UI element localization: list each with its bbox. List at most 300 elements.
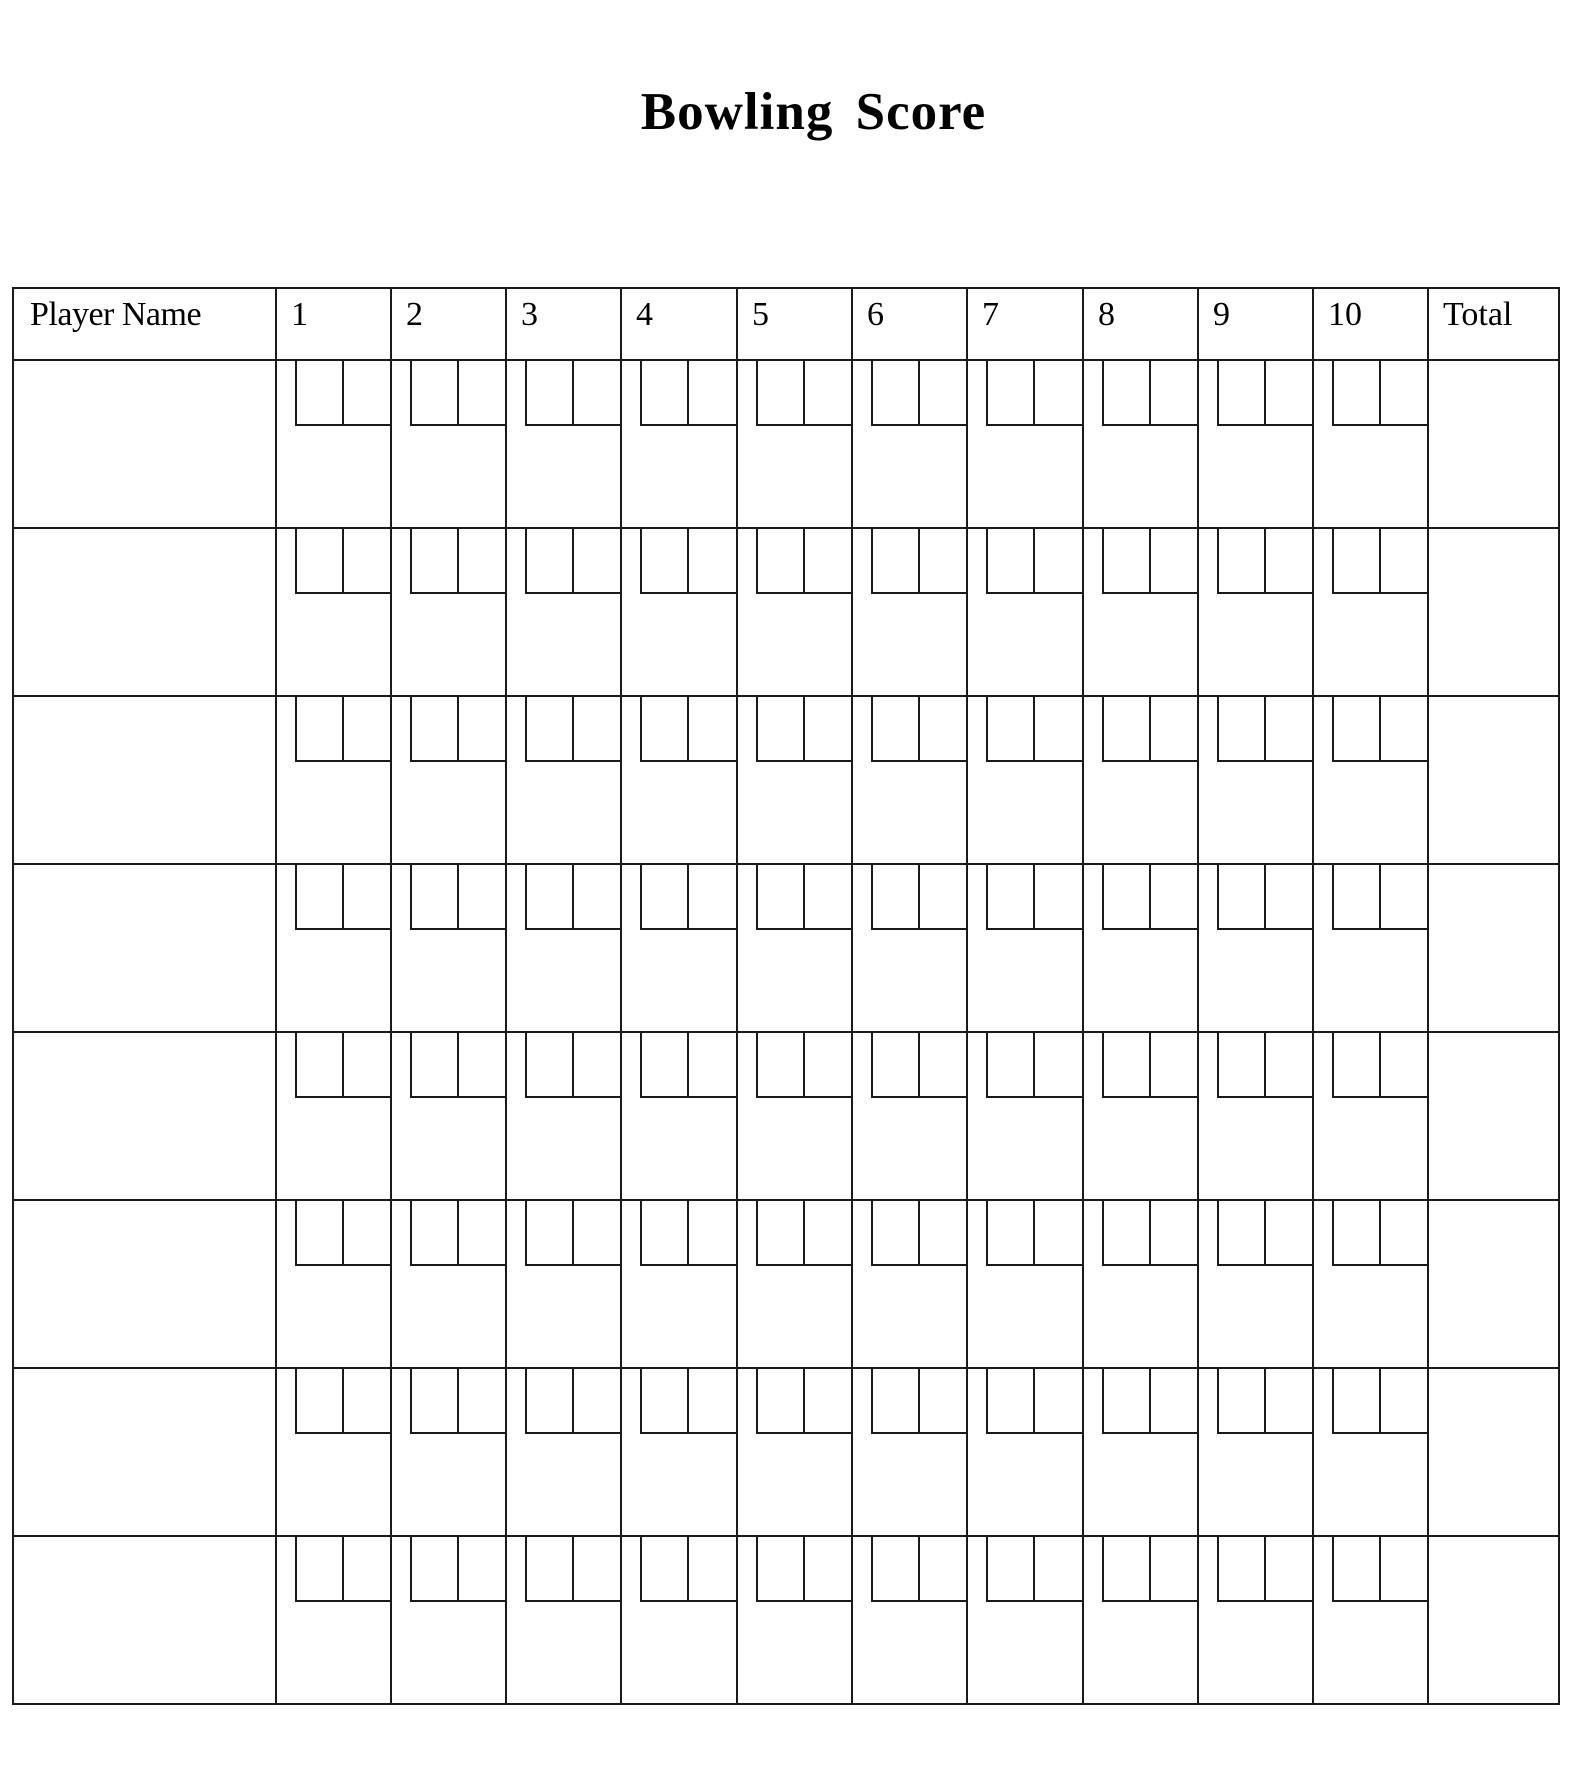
first-ball-box[interactable] [295, 1031, 342, 1098]
first-ball-box[interactable] [871, 863, 918, 930]
ball-boxes [295, 1367, 392, 1434]
first-ball-box[interactable] [871, 359, 918, 426]
ball-boxes [525, 1031, 622, 1098]
total-cell[interactable] [1428, 864, 1559, 1032]
second-ball-box[interactable] [687, 359, 738, 426]
frame-cell[interactable] [1198, 1200, 1313, 1368]
first-ball-box[interactable] [1332, 695, 1379, 762]
second-ball-box[interactable] [687, 863, 738, 930]
frame-cell[interactable] [391, 1536, 506, 1704]
first-ball-box[interactable] [1102, 359, 1149, 426]
player-row [13, 1032, 1559, 1200]
first-ball-box[interactable] [756, 359, 803, 426]
frame-cell[interactable] [737, 1368, 852, 1536]
frame-cell[interactable] [737, 1536, 852, 1704]
first-ball-box[interactable] [871, 1031, 918, 1098]
frame-cell[interactable] [967, 1200, 1083, 1368]
first-ball-box[interactable] [410, 863, 457, 930]
second-ball-box[interactable] [803, 863, 853, 930]
second-ball-box[interactable] [1149, 527, 1199, 594]
frame-cell[interactable] [391, 1032, 506, 1200]
second-ball-box[interactable] [1264, 1031, 1314, 1098]
second-ball-box[interactable] [572, 1199, 622, 1266]
second-ball-box[interactable] [1379, 527, 1429, 594]
ball-boxes [1332, 527, 1429, 594]
frame-cell[interactable] [1198, 1032, 1313, 1200]
second-ball-box[interactable] [918, 527, 968, 594]
second-ball-box[interactable] [1033, 695, 1084, 762]
first-ball-box[interactable] [1217, 359, 1264, 426]
second-ball-box[interactable] [1149, 1367, 1199, 1434]
frame-cell[interactable] [391, 696, 506, 864]
ball-boxes [1102, 359, 1199, 426]
second-ball-box[interactable] [918, 1367, 968, 1434]
ball-boxes [295, 527, 392, 594]
frame-cell[interactable] [1313, 1536, 1428, 1704]
frame-cell[interactable] [621, 360, 737, 528]
frame-cell[interactable] [967, 696, 1083, 864]
frame-cell[interactable] [1313, 696, 1428, 864]
frame-cell[interactable] [276, 1536, 391, 1704]
first-ball-box[interactable] [410, 1367, 457, 1434]
ball-boxes [871, 863, 968, 930]
ball-boxes [986, 1031, 1084, 1098]
first-ball-box[interactable] [756, 1199, 803, 1266]
ball-boxes [1332, 359, 1429, 426]
frame-header: 9 [1198, 288, 1313, 360]
player-name-cell[interactable] [13, 1368, 276, 1536]
second-ball-box[interactable] [918, 863, 968, 930]
second-ball-box[interactable] [918, 695, 968, 762]
ball-boxes [295, 1199, 392, 1266]
frame-cell[interactable] [276, 528, 391, 696]
first-ball-box[interactable] [1217, 863, 1264, 930]
total-cell[interactable] [1428, 696, 1559, 864]
second-ball-box[interactable] [1033, 863, 1084, 930]
second-ball-box[interactable] [687, 527, 738, 594]
second-ball-box[interactable] [572, 695, 622, 762]
first-ball-box[interactable] [410, 527, 457, 594]
frame-cell[interactable] [621, 1200, 737, 1368]
second-ball-box[interactable] [572, 1535, 622, 1602]
frame-cell[interactable] [506, 696, 621, 864]
frame-cell[interactable] [391, 528, 506, 696]
first-ball-box[interactable] [986, 1199, 1033, 1266]
first-ball-box[interactable] [756, 695, 803, 762]
first-ball-box[interactable] [1102, 1199, 1149, 1266]
first-ball-box[interactable] [986, 1367, 1033, 1434]
first-ball-box[interactable] [640, 527, 687, 594]
second-ball-box[interactable] [342, 1031, 392, 1098]
first-ball-box[interactable] [525, 1199, 572, 1266]
frame-cell[interactable] [506, 1368, 621, 1536]
second-ball-box[interactable] [1033, 1367, 1084, 1434]
first-ball-box[interactable] [1332, 863, 1379, 930]
frame-cell[interactable] [276, 696, 391, 864]
ball-boxes [986, 359, 1084, 426]
second-ball-box[interactable] [687, 1031, 738, 1098]
player-name-cell[interactable] [13, 1032, 276, 1200]
frame-header: 5 [737, 288, 852, 360]
second-ball-box[interactable] [572, 1367, 622, 1434]
second-ball-box[interactable] [1264, 1367, 1314, 1434]
ball-boxes [1217, 1199, 1314, 1266]
first-ball-box[interactable] [986, 527, 1033, 594]
first-ball-box[interactable] [640, 1535, 687, 1602]
ball-boxes [640, 527, 738, 594]
second-ball-box[interactable] [1379, 863, 1429, 930]
second-ball-box[interactable] [342, 1535, 392, 1602]
frame-cell[interactable] [852, 1032, 967, 1200]
frame-cell[interactable] [852, 528, 967, 696]
ball-boxes [1332, 863, 1429, 930]
second-ball-box[interactable] [1033, 527, 1084, 594]
ball-boxes [756, 359, 853, 426]
frame-cell[interactable] [1083, 1032, 1198, 1200]
frame-cell[interactable] [852, 864, 967, 1032]
total-cell[interactable] [1428, 1368, 1559, 1536]
frame-cell[interactable] [506, 864, 621, 1032]
frame-cell[interactable] [276, 1032, 391, 1200]
second-ball-box[interactable] [803, 695, 853, 762]
second-ball-box[interactable] [1379, 1031, 1429, 1098]
ball-boxes [295, 863, 392, 930]
second-ball-box[interactable] [803, 1031, 853, 1098]
second-ball-box[interactable] [457, 527, 507, 594]
second-ball-box[interactable] [1149, 1031, 1199, 1098]
frame-cell[interactable] [391, 1368, 506, 1536]
second-ball-box[interactable] [457, 1535, 507, 1602]
first-ball-box[interactable] [295, 1199, 342, 1266]
frame-cell[interactable] [391, 1200, 506, 1368]
second-ball-box[interactable] [342, 1199, 392, 1266]
frame-cell[interactable] [737, 528, 852, 696]
second-ball-box[interactable] [803, 1199, 853, 1266]
first-ball-box[interactable] [871, 695, 918, 762]
second-ball-box[interactable] [1033, 1031, 1084, 1098]
ball-boxes [871, 695, 968, 762]
total-cell[interactable] [1428, 1536, 1559, 1704]
frame-cell[interactable] [967, 1032, 1083, 1200]
ball-boxes [525, 359, 622, 426]
second-ball-box[interactable] [1264, 359, 1314, 426]
second-ball-box[interactable] [803, 1367, 853, 1434]
second-ball-box[interactable] [1379, 359, 1429, 426]
first-ball-box[interactable] [410, 359, 457, 426]
first-ball-box[interactable] [640, 695, 687, 762]
frame-cell[interactable] [621, 1536, 737, 1704]
player-name-cell[interactable] [13, 528, 276, 696]
first-ball-box[interactable] [871, 1199, 918, 1266]
frame-cell[interactable] [1313, 1032, 1428, 1200]
frame-cell[interactable] [1313, 1200, 1428, 1368]
second-ball-box[interactable] [803, 527, 853, 594]
first-ball-box[interactable] [756, 863, 803, 930]
first-ball-box[interactable] [525, 1367, 572, 1434]
first-ball-box[interactable] [640, 1199, 687, 1266]
first-ball-box[interactable] [640, 1031, 687, 1098]
first-ball-box[interactable] [525, 1535, 572, 1602]
first-ball-box[interactable] [525, 527, 572, 594]
first-ball-box[interactable] [1332, 1535, 1379, 1602]
second-ball-box[interactable] [342, 527, 392, 594]
second-ball-box[interactable] [342, 695, 392, 762]
frame-cell[interactable] [506, 1536, 621, 1704]
ball-boxes [410, 1199, 507, 1266]
frame-cell[interactable] [1083, 528, 1198, 696]
player-name-cell[interactable] [13, 360, 276, 528]
first-ball-box[interactable] [410, 1199, 457, 1266]
second-ball-box[interactable] [1264, 527, 1314, 594]
first-ball-box[interactable] [871, 527, 918, 594]
frame-cell[interactable] [276, 1368, 391, 1536]
first-ball-box[interactable] [1217, 1535, 1264, 1602]
first-ball-box[interactable] [986, 863, 1033, 930]
ball-boxes [1217, 863, 1314, 930]
first-ball-box[interactable] [295, 695, 342, 762]
score-table [12, 287, 1560, 1705]
frame-cell[interactable] [1198, 696, 1313, 864]
first-ball-box[interactable] [295, 863, 342, 930]
first-ball-box[interactable] [640, 359, 687, 426]
frame-cell[interactable] [852, 1368, 967, 1536]
frame-cell[interactable] [276, 360, 391, 528]
second-ball-box[interactable] [918, 1199, 968, 1266]
frame-cell[interactable] [506, 1200, 621, 1368]
ball-boxes [410, 527, 507, 594]
frame-cell[interactable] [852, 360, 967, 528]
first-ball-box[interactable] [1332, 1031, 1379, 1098]
frame-cell[interactable] [506, 1032, 621, 1200]
first-ball-box[interactable] [525, 863, 572, 930]
second-ball-box[interactable] [687, 1535, 738, 1602]
ball-boxes [410, 1031, 507, 1098]
frame-cell[interactable] [737, 1200, 852, 1368]
second-ball-box[interactable] [572, 863, 622, 930]
second-ball-box[interactable] [1379, 1199, 1429, 1266]
frame-header: 6 [852, 288, 967, 360]
frame-header: 10 [1313, 288, 1428, 360]
first-ball-box[interactable] [525, 1031, 572, 1098]
frame-cell[interactable] [1083, 696, 1198, 864]
first-ball-box[interactable] [756, 1367, 803, 1434]
frame-cell[interactable] [1198, 528, 1313, 696]
ball-boxes [525, 1535, 622, 1602]
first-ball-box[interactable] [756, 527, 803, 594]
second-ball-box[interactable] [457, 1031, 507, 1098]
second-ball-box[interactable] [1033, 359, 1084, 426]
player-name-cell[interactable] [13, 696, 276, 864]
first-ball-box[interactable] [1332, 359, 1379, 426]
frame-cell[interactable] [1083, 1200, 1198, 1368]
second-ball-box[interactable] [1264, 695, 1314, 762]
second-ball-box[interactable] [1149, 1199, 1199, 1266]
second-ball-box[interactable] [572, 527, 622, 594]
ball-boxes [295, 359, 392, 426]
frame-cell[interactable] [967, 360, 1083, 528]
frame-cell[interactable] [1198, 864, 1313, 1032]
frame-header: 4 [621, 288, 737, 360]
second-ball-box[interactable] [687, 695, 738, 762]
player-name-cell[interactable] [13, 864, 276, 1032]
total-cell[interactable] [1428, 360, 1559, 528]
first-ball-box[interactable] [525, 695, 572, 762]
frame-cell[interactable] [967, 528, 1083, 696]
total-cell[interactable] [1428, 1200, 1559, 1368]
second-ball-box[interactable] [1264, 1535, 1314, 1602]
second-ball-box[interactable] [342, 1367, 392, 1434]
frame-cell[interactable] [391, 360, 506, 528]
frame-cell[interactable] [852, 696, 967, 864]
ball-boxes [640, 1535, 738, 1602]
ball-boxes [525, 863, 622, 930]
ball-boxes [1102, 1535, 1199, 1602]
first-ball-box[interactable] [1217, 527, 1264, 594]
frame-cell[interactable] [737, 696, 852, 864]
page-title: Bowling Score [640, 83, 987, 141]
frame-header: 3 [506, 288, 621, 360]
second-ball-box[interactable] [572, 359, 622, 426]
second-ball-box[interactable] [1264, 1199, 1314, 1266]
first-ball-box[interactable] [1102, 1535, 1149, 1602]
first-ball-box[interactable] [1102, 1031, 1149, 1098]
second-ball-box[interactable] [1379, 1367, 1429, 1434]
first-ball-box[interactable] [1217, 695, 1264, 762]
second-ball-box[interactable] [342, 359, 392, 426]
second-ball-box[interactable] [1149, 359, 1199, 426]
first-ball-box[interactable] [295, 359, 342, 426]
second-ball-box[interactable] [342, 863, 392, 930]
first-ball-box[interactable] [410, 1031, 457, 1098]
second-ball-box[interactable] [803, 1535, 853, 1602]
frame-cell[interactable] [621, 1032, 737, 1200]
second-ball-box[interactable] [918, 1535, 968, 1602]
first-ball-box[interactable] [1102, 695, 1149, 762]
frame-cell[interactable] [506, 528, 621, 696]
frame-cell[interactable] [852, 1200, 967, 1368]
frame-cell[interactable] [621, 1368, 737, 1536]
second-ball-box[interactable] [1033, 1199, 1084, 1266]
first-ball-box[interactable] [410, 1535, 457, 1602]
first-ball-box[interactable] [1102, 1367, 1149, 1434]
frame-cell[interactable] [1198, 1368, 1313, 1536]
second-ball-box[interactable] [1264, 863, 1314, 930]
frame-cell[interactable] [852, 1536, 967, 1704]
total-cell[interactable] [1428, 528, 1559, 696]
frame-cell[interactable] [967, 1368, 1083, 1536]
frame-cell[interactable] [737, 864, 852, 1032]
ball-boxes [410, 863, 507, 930]
ball-boxes [525, 1367, 622, 1434]
first-ball-box[interactable] [756, 1535, 803, 1602]
second-ball-box[interactable] [457, 359, 507, 426]
first-ball-box[interactable] [410, 695, 457, 762]
frame-cell[interactable] [1313, 864, 1428, 1032]
first-ball-box[interactable] [1332, 527, 1379, 594]
ball-boxes [525, 695, 622, 762]
second-ball-box[interactable] [1149, 695, 1199, 762]
first-ball-box[interactable] [295, 1367, 342, 1434]
first-ball-box[interactable] [1102, 527, 1149, 594]
frame-cell[interactable] [1083, 1536, 1198, 1704]
first-ball-box[interactable] [986, 1031, 1033, 1098]
second-ball-box[interactable] [1033, 1535, 1084, 1602]
first-ball-box[interactable] [986, 1535, 1033, 1602]
second-ball-box[interactable] [572, 1031, 622, 1098]
first-ball-box[interactable] [1332, 1367, 1379, 1434]
second-ball-box[interactable] [457, 1199, 507, 1266]
frame-cell[interactable] [1313, 528, 1428, 696]
first-ball-box[interactable] [295, 527, 342, 594]
frame-cell[interactable] [1198, 1536, 1313, 1704]
frame-cell[interactable] [276, 1200, 391, 1368]
first-ball-box[interactable] [871, 1535, 918, 1602]
second-ball-box[interactable] [918, 1031, 968, 1098]
second-ball-box[interactable] [1379, 695, 1429, 762]
first-ball-box[interactable] [525, 359, 572, 426]
frame-cell[interactable] [621, 696, 737, 864]
frame-cell[interactable] [1313, 360, 1428, 528]
first-ball-box[interactable] [295, 1535, 342, 1602]
first-ball-box[interactable] [871, 1367, 918, 1434]
first-ball-box[interactable] [986, 359, 1033, 426]
second-ball-box[interactable] [918, 359, 968, 426]
first-ball-box[interactable] [1217, 1367, 1264, 1434]
second-ball-box[interactable] [457, 1367, 507, 1434]
ball-boxes [1332, 1199, 1429, 1266]
frame-cell[interactable] [621, 864, 737, 1032]
first-ball-box[interactable] [756, 1031, 803, 1098]
second-ball-box[interactable] [457, 695, 507, 762]
frame-header: 7 [967, 288, 1083, 360]
first-ball-box[interactable] [640, 863, 687, 930]
second-ball-box[interactable] [687, 1367, 738, 1434]
frame-cell[interactable] [1313, 1368, 1428, 1536]
frame-cell[interactable] [391, 864, 506, 1032]
frame-cell[interactable] [967, 864, 1083, 1032]
total-cell[interactable] [1428, 1032, 1559, 1200]
frame-cell[interactable] [621, 528, 737, 696]
frame-cell[interactable] [276, 864, 391, 1032]
frame-cell[interactable] [1083, 1368, 1198, 1536]
second-ball-box[interactable] [1379, 1535, 1429, 1602]
second-ball-box[interactable] [457, 863, 507, 930]
player-name-cell[interactable] [13, 1536, 276, 1704]
first-ball-box[interactable] [1332, 1199, 1379, 1266]
second-ball-box[interactable] [687, 1199, 738, 1266]
player-row [13, 360, 1559, 528]
player-name-cell[interactable] [13, 1200, 276, 1368]
frame-cell[interactable] [737, 360, 852, 528]
second-ball-box[interactable] [1149, 863, 1199, 930]
first-ball-box[interactable] [1217, 1031, 1264, 1098]
first-ball-box[interactable] [986, 695, 1033, 762]
frame-cell[interactable] [1198, 360, 1313, 528]
frame-cell[interactable] [1083, 360, 1198, 528]
ball-boxes [871, 1199, 968, 1266]
frame-cell[interactable] [1083, 864, 1198, 1032]
second-ball-box[interactable] [1149, 1535, 1199, 1602]
frame-cell[interactable] [737, 1032, 852, 1200]
frame-cell[interactable] [506, 360, 621, 528]
frame-cell[interactable] [967, 1536, 1083, 1704]
first-ball-box[interactable] [640, 1367, 687, 1434]
first-ball-box[interactable] [1102, 863, 1149, 930]
ball-boxes [1217, 1031, 1314, 1098]
first-ball-box[interactable] [1217, 1199, 1264, 1266]
second-ball-box[interactable] [803, 359, 853, 426]
ball-boxes [1102, 1031, 1199, 1098]
